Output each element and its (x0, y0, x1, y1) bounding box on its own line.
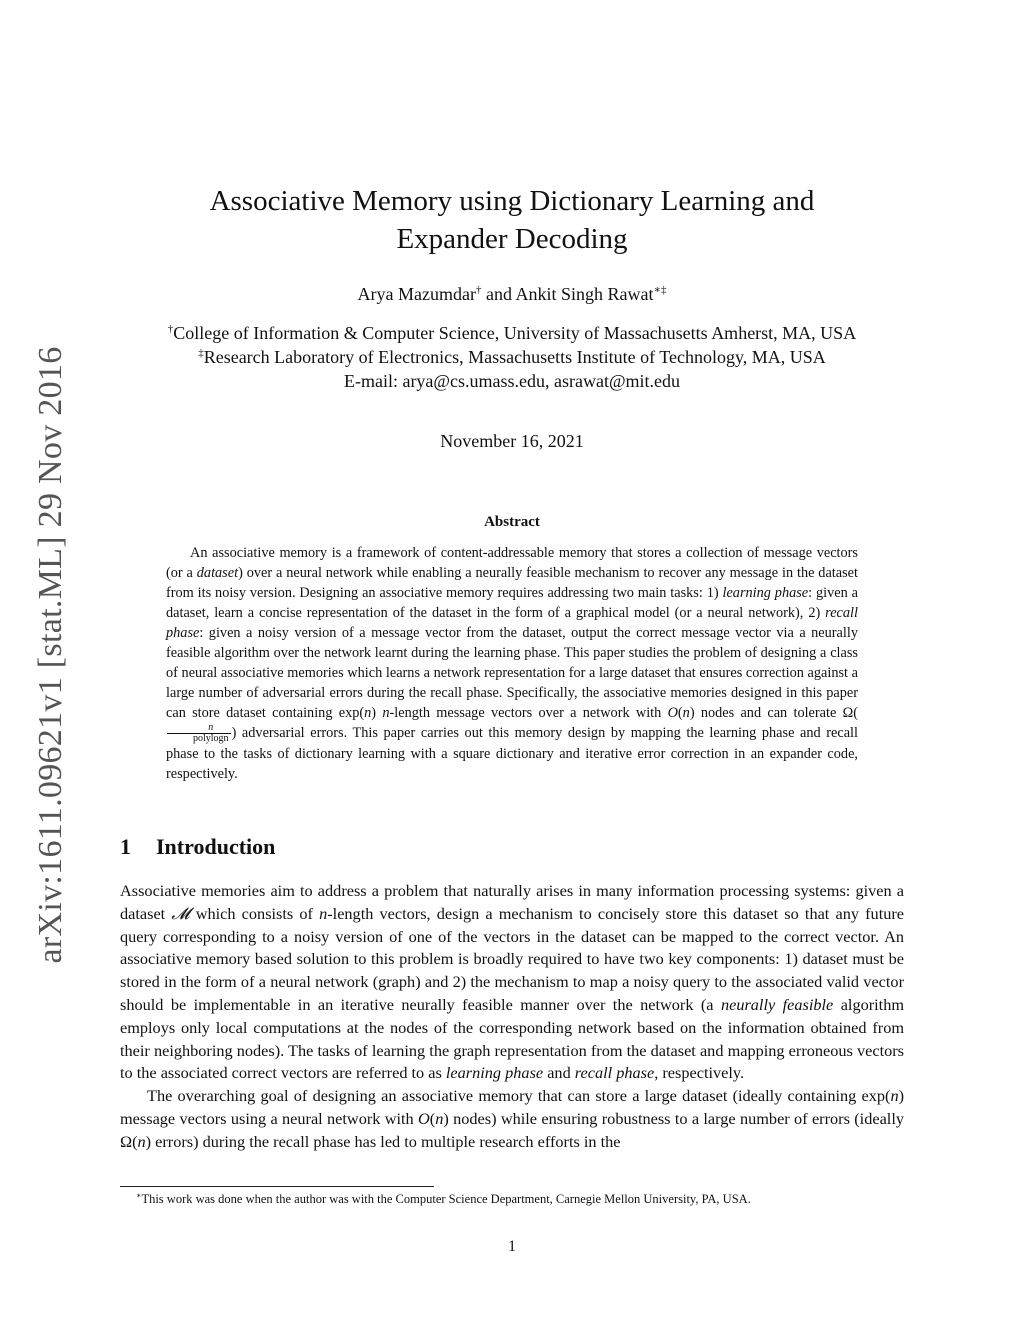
email-line: E-mail: arya@cs.umass.edu, asrawat@mit.edu (343, 371, 681, 391)
abstract-text: An associative memory is a framework of content-addressable memory that stores a collection of message vectors (or a dataset) over a neural network while enabling a neurally feasible mechanism to recover any message in the dataset from its noisy version. Designing an associative memory requires addressing two main tasks: 1) learning phase: given a dataset, learn a concise representation of the dataset in the form of a graphical model (or a neural network), 2) recall phase: given a noisy version of a message vector from the dataset, output the correct message vector via a neurally feasible algorithm over the network learnt during the learning phase. This paper studies the problem of designing a class of neural associative memories which learns a network representation for a large dataset that ensures correction against a large number of adversarial errors during the recall phase. Specifically, the associative memories designed in this paper can store dataset containing exp(n) n-length message vectors over a network with O(n) nodes and can tolerate Ω( $\frac{n}{\text{polylogn}}$ ) adversarial errors. This paper carries out this memory design by mapping the learning phase and recall phase to the tasks of dictionary learning with a square dictionary and iterative error correction in an expander code, respectively. (166, 545, 859, 783)
fraction: $\frac{n}{\text{polylogn}}$ (167, 723, 231, 744)
author-mark: † (475, 284, 482, 296)
affiliation-line: ‡Research Laboratory of Electronics, Massachusetts Institute of Technology, MA, USA (198, 347, 826, 367)
affiliation-mark: † (167, 323, 174, 335)
affiliations (0, 321, 1024, 393)
author-mark: ∗‡ (653, 284, 667, 296)
abstract-heading: Abstract (484, 514, 540, 530)
section-number: 1 (120, 834, 131, 859)
paper-date: November 16, 2021 (440, 431, 584, 451)
paragraph: Associative memories aim to address a problem that naturally arises in many information processing systems: given a dataset 𝓜 which consists of n-length vectors, design a mechanism to concisely store this dataset so that any future query corresponding to a noisy version of one of the vectors in the dataset can be mapped to the correct vector. An associative memory based solution to this problem is broadly required to have two key components: 1) dataset must be stored in the form of a neural network (graph) and 2) the mechanism to map a noisy query to the associated valid vector should be implementable in an iterative neurally feasible manner over the network (a neurally feasible algorithm employs only local computations at the nodes of the corresponding network based on the information obtained from their neighboring nodes). The tasks of learning the graph representation from the dataset and mapping erroneous vectors to the associated correct vectors are referred to as learning phase and recall phase, respectively. (120, 881, 905, 1083)
affiliation-mark: ‡ (198, 347, 204, 359)
footnote: ∗This work was done when the author was with the Computer Science Department, Carnegie Mellon University, PA, USA. (136, 1191, 751, 1206)
affiliation-line: †College of Information & Computer Science, University of Massachusetts Amherst, MA, USA (167, 323, 857, 343)
author-list (0, 282, 1024, 306)
section-heading (120, 834, 275, 860)
author-connector: and (485, 284, 512, 304)
footnote-mark: ∗ (136, 1191, 142, 1200)
section-title: Introduction (156, 834, 276, 859)
paragraph: The overarching goal of designing an associative memory that can store a large dataset (ideally containing exp(n) message vectors using a neural network with O(n) nodes) while ensuring robustness to a large number of errors (ideally Ω(n) errors) during the recall phase has led to multiple research efforts in the (120, 1086, 904, 1151)
page-number: 1 (508, 1238, 516, 1255)
arxiv-identifier: arXiv:1611.09621v1 [stat.ML] 29 Nov 2016 (32, 346, 69, 964)
paper-title (0, 182, 1024, 258)
title-line-2: Expander Decoding (396, 223, 628, 255)
footnote-divider (120, 1186, 434, 1187)
author-name: Arya Mazumdar (357, 284, 476, 304)
introduction-body (120, 880, 904, 1154)
title-line-1: Associative Memory using Dictionary Learning and (209, 185, 815, 217)
author-name: Ankit Singh Rawat (515, 284, 654, 304)
